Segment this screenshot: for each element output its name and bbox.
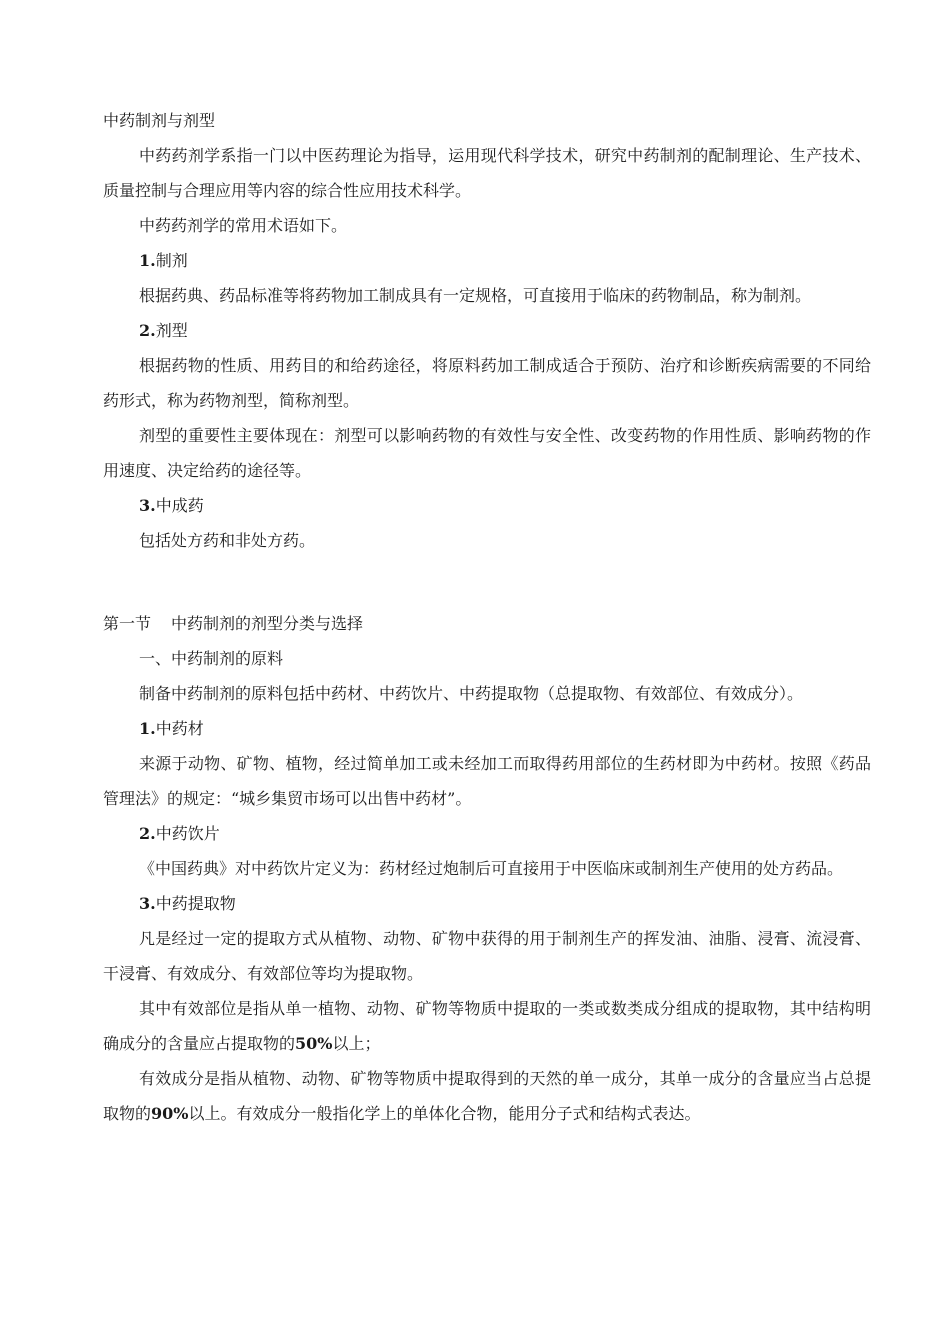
raw-materials-intro: 制备中药制剂的原料包括中药材、中药饮片、中药提取物（总提取物、有效部位、有效成分）。 — [139, 684, 804, 703]
term-label: 中成药 — [155, 496, 204, 515]
item-text-3: 凡是经过一定的提取方式从植物、动物、矿物中获得的用于制剂生产的挥发油、油脂、浸膏、流浸膏、干浸膏、有效成分、有效部位等均为提取物。 — [103, 929, 871, 983]
term-number: 1. — [139, 251, 156, 270]
document-page — [103, 103, 871, 1131]
item-text-3c — [103, 1061, 871, 1131]
item-heading-3 — [103, 886, 871, 921]
item-text-2: 《中国药典》对中药饮片定义为：药材经过炮制后可直接用于中医临床或制剂生产使用的处方药品。 — [139, 859, 844, 878]
term-label: 制剂 — [155, 251, 188, 270]
term-definition-2b: 剂型的重要性主要体现在：剂型可以影响药物的有效性与安全性、改变药物的作用性质、影响药物的作用速度、决定给药的途径等。 — [103, 426, 871, 480]
item-heading-2 — [103, 816, 871, 851]
text-run: 以上。有效成分一般指化学上的单体化合物，能用分子式和结构式表达。 — [188, 1104, 701, 1123]
item-number: 2. — [139, 824, 156, 843]
percent-value: 50% — [295, 1034, 333, 1053]
term-definition-3: 包括处方药和非处方药。 — [139, 531, 316, 550]
term-heading-2 — [103, 313, 871, 348]
term-definition-1: 根据药典、药品标准等将药物加工制成具有一定规格，可直接用于临床的药物制品，称为制剂。 — [139, 286, 812, 305]
term-heading-3 — [103, 488, 871, 523]
term-number: 3. — [139, 496, 156, 515]
section-number: 第一节 — [103, 614, 152, 633]
term-number: 2. — [139, 321, 156, 340]
section-title: 中药制剂的剂型分类与选择 — [171, 614, 364, 633]
item-label: 中药材 — [155, 719, 204, 738]
terms-intro: 中药药剂学的常用术语如下。 — [139, 216, 348, 235]
part-one — [103, 103, 871, 558]
part-two — [103, 606, 871, 1131]
item-number: 1. — [139, 719, 156, 738]
item-heading-1 — [103, 711, 871, 746]
term-definition-2: 根据药物的性质、用药目的和给药途径，将原料药加工制成适合于预防、治疗和诊断疾病需要的不同给药形式，称为药物剂型，简称剂型。 — [103, 356, 871, 410]
percent-value: 90% — [151, 1104, 189, 1123]
item-text-3b — [103, 991, 871, 1061]
term-heading-1 — [103, 243, 871, 278]
text-run: 有效成分是指从植物、动物、矿物等物质中提取得到的天然的单一成分，其单一成分的含量应当占总提取物的 — [103, 1069, 871, 1123]
subsection-heading: 一、中药制剂的原料 — [139, 649, 284, 668]
item-label: 中药提取物 — [155, 894, 236, 913]
text-run: 其中有效部位是指从单一植物、动物、矿物等物质中提取的一类或数类成分组成的提取物，其中结构明确成分的含量应占提取物的 — [103, 999, 871, 1053]
text-run: 以上； — [332, 1034, 381, 1053]
document-title: 中药制剂与剂型 — [103, 111, 216, 130]
term-label: 剂型 — [155, 321, 188, 340]
item-label: 中药饮片 — [155, 824, 220, 843]
section-heading — [103, 606, 871, 641]
item-text-1: 来源于动物、矿物、植物，经过简单加工或未经加工而取得药用部位的生药材即为中药材。按照《药品管理法》的规定：“城乡集贸市场可以出售中药材”。 — [103, 754, 871, 808]
section-spacer — [103, 558, 871, 606]
item-number: 3. — [139, 894, 156, 913]
intro-paragraph: 中药药剂学系指一门以中医药理论为指导，运用现代科学技术，研究中药制剂的配制理论、生产技术、质量控制与合理应用等内容的综合性应用技术科学。 — [103, 146, 871, 200]
